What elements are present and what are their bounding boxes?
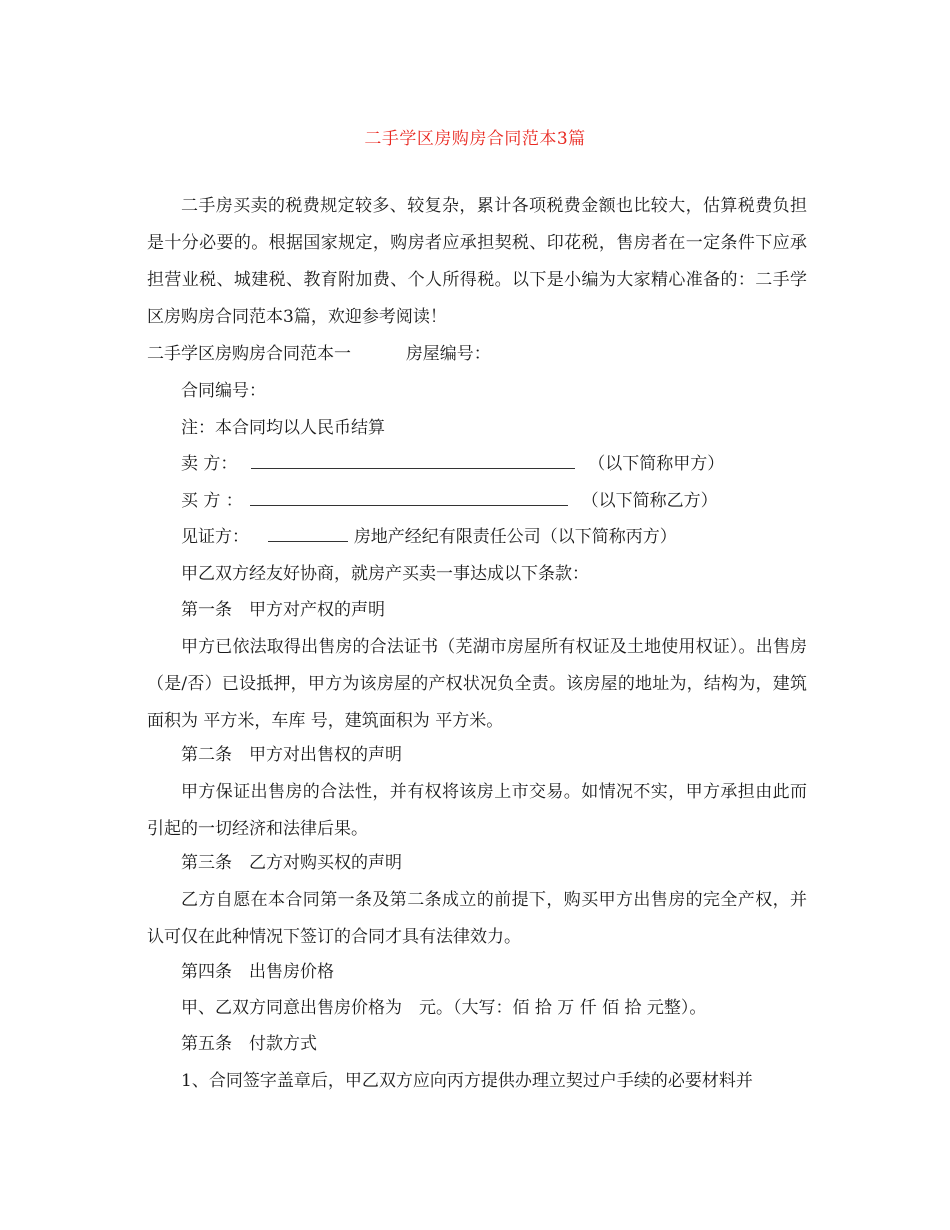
article1-text: 甲方已依法取得出售房的合法证书（芜湖市房屋所有权证及土地使用权证）。出售房（是/否）已设抵押，甲方为该房屋的产权状况负全责。该房屋的地址为，结构为，建筑面积为 平方米，车库 号，建筑面积为 平方米。 [147, 637, 807, 731]
witness-line [181, 525, 677, 549]
buyer-line [181, 489, 718, 513]
contract-no-label: 合同编号： [181, 381, 266, 401]
currency-note: 注：本合同均以人民币结算 [181, 418, 385, 438]
seller-suffix: （以下简称甲方） [588, 454, 725, 474]
article3-text: 乙方自愿在本合同第一条及第二条成立的前提下，购买甲方出售房的完全产权，并认可仅在此种情况下签订的合同才具有法律效力。 [147, 890, 807, 947]
section1-heading-line [147, 342, 491, 366]
article1-title: 第一条 甲方对产权的声明 [181, 600, 385, 620]
witness-suffix: 房地产经纪有限责任公司（以下简称丙方） [353, 527, 677, 547]
article5-body: 1、合同签字盖章后，甲乙双方应向丙方提供办理立契过户手续的必要材料并 [181, 1071, 753, 1091]
buyer-blank[interactable] [250, 491, 568, 506]
buyer-suffix: （以下简称乙方） [581, 491, 718, 511]
seller-blank[interactable] [251, 454, 575, 469]
article3-title: 第三条 乙方对购买权的声明 [181, 853, 402, 873]
buyer-label: 买 方 ： [181, 491, 243, 511]
article2-body [147, 774, 807, 848]
section1-heading: 二手学区房购房合同范本一 [147, 344, 351, 364]
seller-label: 卖 方： [181, 454, 238, 474]
intro-text: 二手房买卖的税费规定较多、较复杂，累计各项税费金额也比较大，估算税费负担是十分必要的。根据国家规定，购房者应承担契税、印花税，售房者在一定条件下应承担营业税、城建税、教育附加费、个人所得税。以下是小编为大家精心准备的：二手学区房购房合同范本3篇，欢迎参考阅读！ [147, 196, 807, 327]
document-title: 二手学区房购房合同范本3篇 [364, 129, 586, 149]
house-no-label: 房屋编号： [405, 344, 491, 364]
agreement-line: 甲乙双方经友好协商，就房产买卖一事达成以下条款： [181, 564, 589, 584]
article4-body: 甲、乙双方同意出售房价格为 元。（大写：佰 拾 万 仟 佰 拾 元整）。 [181, 998, 707, 1018]
witness-label: 见证方： [181, 527, 249, 547]
article4-title: 第四条 出售房价格 [181, 962, 334, 982]
article5-title: 第五条 付款方式 [181, 1034, 317, 1054]
seller-line [181, 452, 724, 476]
article2-title: 第二条 甲方对出售权的声明 [181, 745, 402, 765]
article2-text: 甲方保证出售房的合法性，并有权将该房上市交易。如情况不实，甲方承担由此而引起的一切经济和法律后果。 [147, 782, 807, 839]
article1-body [147, 629, 807, 740]
witness-blank[interactable] [268, 527, 348, 542]
article3-body [147, 882, 807, 956]
intro-paragraph [147, 188, 807, 336]
